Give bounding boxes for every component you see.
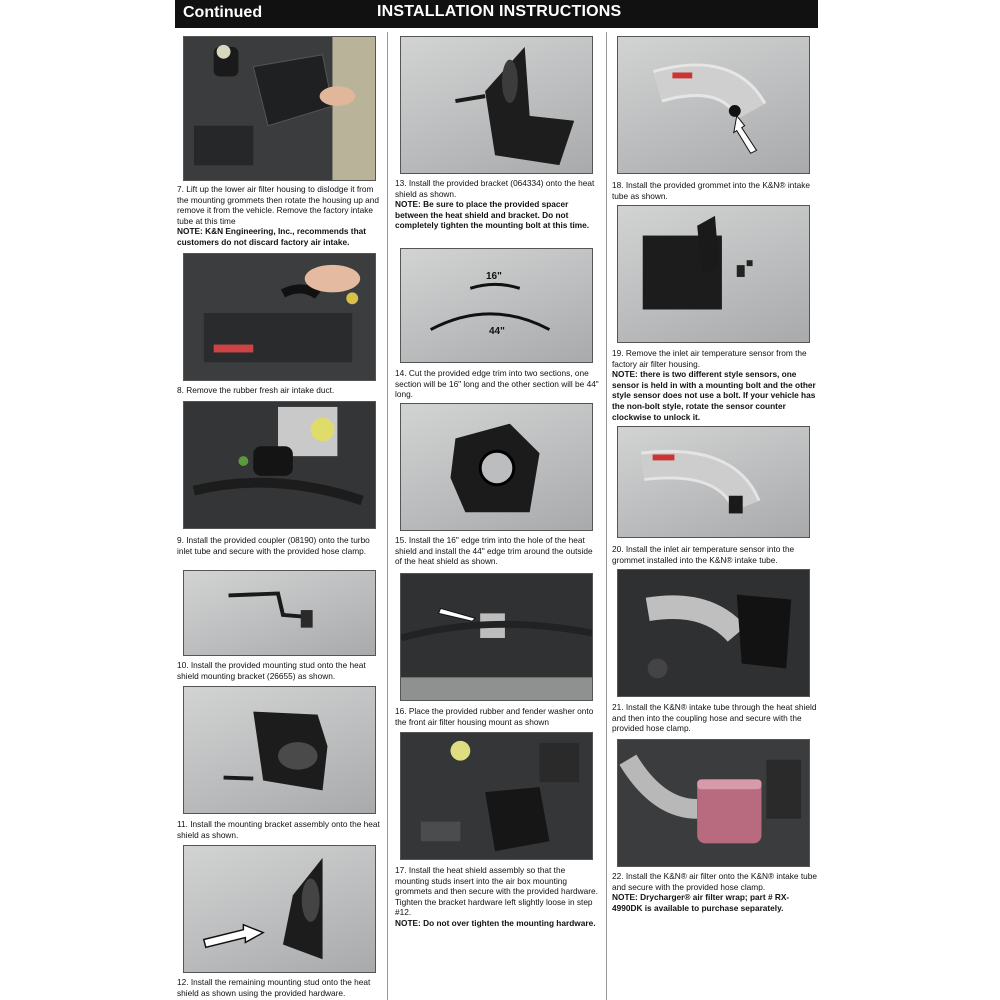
header-bar [175, 0, 818, 28]
photo-step-17 [400, 732, 593, 860]
step-8 [177, 385, 382, 396]
step-13-note: NOTE: Be sure to place the provided spacer between the heat shield and bracket. Do not completely tighten the mounting bolt at this time. [395, 199, 590, 231]
step-14-text: 14. Cut the provided edge trim into two sections, one section will be 16" long and the other section will be 44" long. [395, 368, 599, 400]
page-title: INSTALLATION INSTRUCTIONS [377, 3, 622, 20]
step-21-text: 21. Install the K&N® intake tube through the heat shield and then into the coupling hose and secure with the provided hose clamp. [612, 702, 817, 734]
step-16-text: 16. Place the provided rubber and fender washer onto the front air filter housing mount as shown [395, 706, 594, 727]
photo-step-13 [400, 36, 593, 174]
photo-step-16 [400, 573, 593, 701]
step-10 [177, 660, 382, 681]
step-18-text: 18. Install the provided grommet into the K&N® intake tube as shown. [612, 180, 810, 201]
column-divider-1 [387, 32, 388, 1000]
step-17 [395, 865, 600, 929]
step-7-text: 7. Lift up the lower air filter housing to dislodge it from the mounting grommets then rotate the housing up and remove it from the vehicle. Remove the factory intake tube at this time [177, 184, 380, 226]
step-10-text: 10. Install the provided mounting stud onto the heat shield mounting bracket (26655) as shown. [177, 660, 366, 681]
step-22-note: NOTE: Drycharger® air filter wrap; part # RX-4990DK is available to purchase separately. [612, 892, 790, 913]
column-divider-2 [606, 32, 607, 1000]
step-11 [177, 819, 382, 840]
step-14 [395, 368, 600, 400]
photo-step-8 [183, 253, 376, 381]
step-12 [177, 977, 382, 998]
step-22 [612, 871, 817, 913]
step-17-text: 17. Install the heat shield assembly so that the mounting studs insert into the air box mounting grommets and then secure with the provided hardware. Tighten the bracket hardware left slightly loose in step #12. [395, 865, 598, 918]
photo-step-18 [617, 36, 810, 174]
step-11-text: 11. Install the mounting bracket assembly onto the heat shield as shown. [177, 819, 380, 840]
step-21 [612, 702, 817, 734]
photo-step-7 [183, 36, 376, 181]
step-15-text: 15. Install the 16" edge trim into the hole of the heat shield and install the 44" edge trim around the outside of the heat shield as shown. [395, 535, 593, 567]
photo-step-11 [183, 686, 376, 814]
step-7 [177, 184, 382, 248]
step-13 [395, 178, 600, 231]
photo-step-15 [400, 403, 593, 531]
step-12-text: 12. Install the remaining mounting stud onto the heat shield as shown using the provided hardware. [177, 977, 371, 998]
step-18 [612, 180, 817, 201]
step-19-text: 19. Remove the inlet air temperature sensor from the factory air filter housing. [612, 348, 807, 369]
photo-step-22 [617, 739, 810, 867]
step-16 [395, 706, 600, 727]
step-9 [177, 535, 382, 556]
step-15 [395, 535, 600, 567]
step-17-note: NOTE: Do not over tighten the mounting hardware. [395, 917, 596, 928]
photo-step-20 [617, 426, 810, 538]
step-19 [612, 348, 817, 422]
photo-step-10 [183, 570, 376, 656]
step-7-note: NOTE: K&N Engineering, Inc., recommends that customers do not discard factory air intake. [177, 226, 367, 247]
step-20 [612, 544, 817, 565]
photo-step-12 [183, 845, 376, 973]
photo-step-19 [617, 205, 810, 343]
photo-step-21 [617, 569, 810, 697]
step-20-text: 20. Install the inlet air temperature sensor into the grommet installed into the K&N® intake tube. [612, 544, 795, 565]
step-8-text: 8. Remove the rubber fresh air intake duct. [177, 385, 335, 395]
trim-short-label: 16" [486, 271, 502, 282]
step-19-note: NOTE: there is two different style sensors, one sensor is held in with a mounting bolt and the other style sensor does not use a bolt. If your vehicle has the non-bolt style, rotate the sensor counter clockwise to unlock it. [612, 369, 816, 422]
photo-step-9 [183, 401, 376, 529]
trim-long-label: 44" [489, 326, 505, 337]
photo-step-14 [400, 248, 593, 363]
step-13-text: 13. Install the provided bracket (064334) onto the heat shield as shown. [395, 178, 595, 199]
continued-label: Continued [183, 4, 263, 21]
step-9-text: 9. Install the provided coupler (08190) onto the turbo inlet tube and secure with the provided hose clamp. [177, 535, 370, 556]
step-22-text: 22. Install the K&N® air filter onto the K&N® intake tube and secure with the provided hose clamp. [612, 871, 818, 892]
